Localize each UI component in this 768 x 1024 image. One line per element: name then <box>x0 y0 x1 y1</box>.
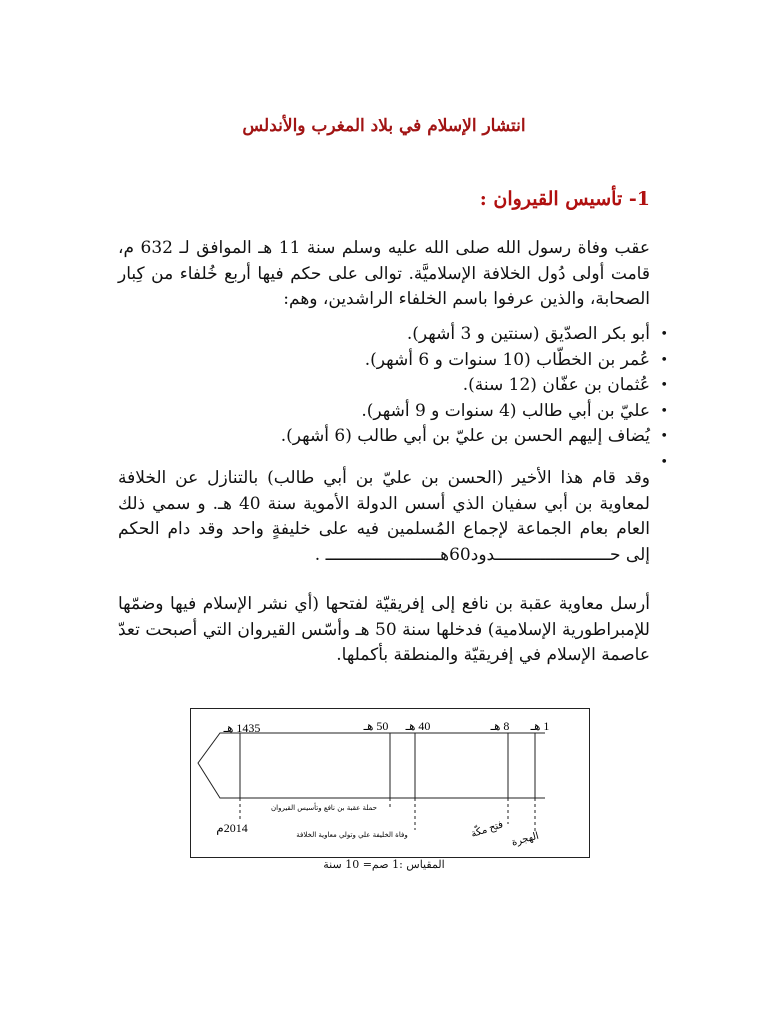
mark-label: 40 هـ <box>405 719 431 733</box>
mark-label: 50 هـ <box>363 719 389 733</box>
timeline-arrow <box>198 733 545 798</box>
timeline-diagram <box>190 708 590 858</box>
paragraph-kairouan: أرسل معاوية عقبة بن نافع إلى إفريقيّة لفتحها (أي نشر الإسلام فيها وضمّها للإمبراطورية الإسلامية) فدخلها سنة 50 هـ وأسّس القيروان التي أصبحت تعدّ عاصمة الإسلام في إفريقيّة والمنطقة بأكملها. <box>118 594 650 665</box>
list-item: • عُثمان بن عفّان (12 سنة). <box>118 373 650 399</box>
scale-caption: المقياس :1 صم= 10 سنة <box>323 858 445 871</box>
year-ad-label: 2014م <box>216 821 248 835</box>
list-item: • عليّ بن أبي طالب (4 سنوات و 9 أشهر). <box>118 399 650 425</box>
caliphs-list <box>118 322 668 475</box>
list-item: • عُمر بن الخطّاب (10 سنوات و 6 أشهر). <box>118 348 650 374</box>
paragraph-intro: عقب وفاة رسول الله صلى الله عليه وسلم سنة 11 هـ الموافق لـ 632 م، قامت أولى دُول الخلافة الإسلاميَّة. توالى على حكم فيها أربع خُلفاء من كِبار الصحابة، والذين عرفوا باسم الخلفاء الراشدين، وهم: <box>118 238 650 309</box>
list-item: • أبو بكر الصدّيق (سنتين و 3 أشهر). <box>118 322 650 348</box>
event-mecca: فتح مكّة <box>469 819 505 840</box>
section-heading: 1- تأسيس القيروان : <box>479 188 650 210</box>
event-hijra: الهجرة <box>510 830 541 849</box>
page-title: انتشار الإسلام في بلاد المغرب والأندلس <box>242 116 526 136</box>
mark-label: 1 هـ <box>530 719 550 733</box>
list-item: • يُضاف إليهم الحسن بن عليّ بن أبي طالب (6 أشهر). <box>118 424 650 450</box>
mark-label: 8 هـ <box>490 719 510 733</box>
event-caliph-death: وفاة الخليفة علي وتولي معاوية الخلافة <box>296 831 408 839</box>
mark-label: 1435 هـ <box>223 721 261 735</box>
timeline-svg <box>190 708 590 858</box>
paragraph-muawiya: وقد قام هذا الأخير (الحسن بن عليّ بن أبي طالب) بالتنازل عن الخلافة لمعاوية بن أبي سفيان الذي أسس الدولة الأموية سنة 40 هـ. و سمي ذلك العام بعام الجماعة لإجماع المُسلمين فيه على خليفةٍ واحد وقد دام الحكم إلى حـــــــــــــــــــــــدود60هـــــــــــــــــــــــ . <box>118 468 650 565</box>
event-kairouan: حملة عقبة بن نافع وتأسيس القيروان <box>270 804 378 812</box>
